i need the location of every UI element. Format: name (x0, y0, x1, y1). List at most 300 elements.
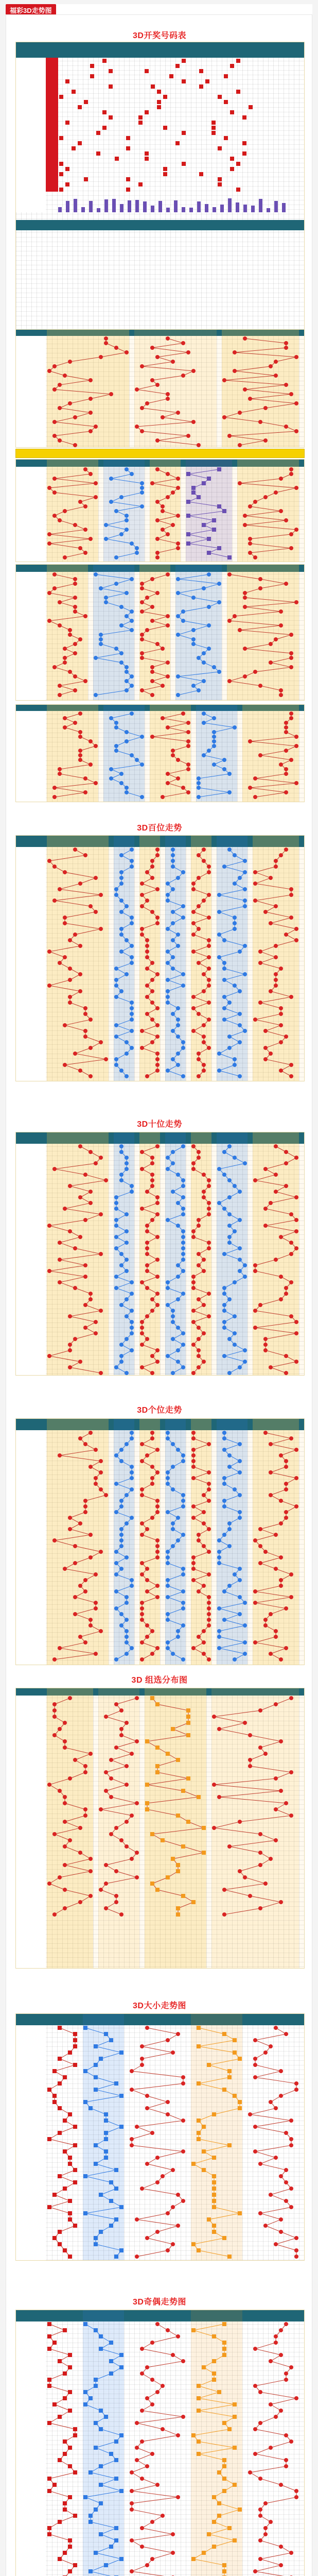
trend-mark (191, 1286, 196, 1290)
trend-mark (279, 2328, 283, 2332)
trend-mark (171, 2551, 175, 2555)
trend-mark (284, 721, 288, 725)
trend-mark (171, 910, 175, 914)
trend-mark (155, 1201, 160, 1205)
trend-mark (253, 2063, 257, 2067)
trend-mark (119, 1912, 123, 1917)
trend-mark (150, 1178, 154, 1182)
trend-mark (279, 2353, 283, 2357)
draw-mark (145, 151, 149, 156)
trend-mark (202, 586, 206, 590)
trend-mark (233, 1063, 237, 1067)
trend-mark (284, 1286, 288, 1290)
trend-mark (181, 2081, 185, 2086)
frequency-bar (182, 207, 185, 212)
trend-mark (284, 2458, 288, 2462)
trend-mark (253, 2038, 257, 2042)
trend-mark (99, 1470, 103, 1475)
size-chart (16, 2014, 305, 2261)
trend-mark (150, 2378, 154, 2382)
trend-mark (171, 1320, 175, 1324)
trend-mark (145, 1807, 149, 1811)
trend-mark (233, 853, 237, 857)
trend-mark (47, 2347, 51, 2351)
trend-mark (140, 429, 144, 433)
trend-mark (294, 2088, 298, 2092)
trend-mark (227, 1521, 232, 1526)
trend-mark (207, 1601, 211, 1605)
trend-mark (130, 961, 134, 965)
trend-mark (150, 1371, 154, 1375)
trend-mark (140, 586, 144, 590)
trend-mark (58, 383, 62, 387)
trend-mark (161, 2514, 165, 2518)
trend-mark (274, 859, 278, 863)
trend-mark (166, 1470, 170, 1475)
trend-mark (207, 978, 211, 982)
trend-mark (140, 1365, 144, 1369)
trend-mark (289, 1770, 293, 1774)
trend-mark (63, 2551, 67, 2555)
trend-mark (155, 1292, 160, 1296)
zone-band (217, 836, 248, 1081)
trend-mark (253, 555, 257, 560)
trend-mark (197, 2452, 201, 2456)
trend-mark (248, 2112, 252, 2116)
trend-mark (238, 1869, 242, 1873)
trend-mark (238, 1258, 242, 1262)
trend-mark (161, 528, 165, 532)
trend-mark (130, 1331, 134, 1335)
trend-mark (191, 1029, 196, 1033)
trend-mark (238, 1365, 242, 1369)
trend-mark (109, 2180, 113, 2184)
trend-mark (181, 1343, 185, 1347)
trend-mark (202, 1258, 206, 1262)
trend-mark (73, 2514, 77, 2518)
trend-mark (253, 776, 257, 781)
trend-mark (207, 1527, 211, 1531)
trend-mark (47, 2477, 51, 2481)
trend-mark (58, 2057, 62, 2061)
trend-mark (89, 2569, 93, 2573)
trend-mark (212, 2156, 216, 2160)
trend-mark (222, 938, 226, 942)
trend-mark (166, 899, 170, 903)
trend-mark (125, 688, 129, 692)
trend-mark (197, 1354, 201, 1358)
trend-mark (135, 2125, 139, 2129)
trend-mark (68, 2217, 72, 2222)
trend-mark (114, 749, 118, 753)
trend-mark (58, 600, 62, 604)
trend-mark (227, 1178, 232, 1182)
trend-mark (181, 786, 185, 790)
trend-mark (176, 944, 180, 948)
trend-mark (222, 995, 226, 999)
draw-mark (205, 79, 209, 83)
trend-mark (176, 2334, 180, 2338)
trend-mark (248, 397, 252, 401)
trend-mark (284, 518, 288, 522)
trend-mark (191, 1459, 196, 1463)
draw-mark (218, 95, 222, 99)
trend-mark (263, 1057, 268, 1061)
trend-mark (161, 2384, 165, 2388)
trend-mark (52, 586, 57, 590)
trend-mark (104, 1715, 108, 1719)
trend-mark (191, 1516, 196, 1520)
frequency-bar (166, 208, 170, 212)
trend-mark (181, 1229, 185, 1233)
trend-mark (212, 730, 216, 734)
trend-mark (294, 1218, 298, 1222)
trend-mark (114, 2477, 118, 2481)
trend-mark (135, 2217, 139, 2222)
trend-mark (119, 933, 123, 937)
trend-mark (207, 1314, 211, 1318)
draw-mark (115, 157, 119, 161)
trend-mark (135, 2458, 139, 2462)
draw-mark (84, 100, 88, 104)
trend-mark (68, 1776, 72, 1781)
trend-mark (155, 1360, 160, 1364)
trend-mark (68, 2211, 72, 2215)
trend-mark (181, 2415, 185, 2419)
trend-mark (202, 651, 206, 655)
trend-mark (243, 591, 247, 595)
trend-mark (125, 1052, 129, 1056)
trend-mark (73, 2168, 77, 2172)
trend-mark (135, 1739, 139, 1743)
trend-mark (186, 541, 190, 546)
trend-mark (47, 2532, 51, 2536)
trend-mark (155, 1069, 160, 1073)
trend-mark (63, 555, 67, 560)
trend-mark (125, 1629, 129, 1633)
trend-mark (83, 1218, 87, 1222)
draw-mark (84, 177, 88, 181)
trend-mark (135, 1875, 139, 1879)
trend-mark (284, 1150, 288, 1154)
trend-mark (238, 1470, 242, 1475)
trend-mark (155, 1035, 160, 1039)
trend-mark (63, 1745, 67, 1750)
trend-mark (186, 1721, 190, 1725)
trend-mark (222, 1286, 226, 1290)
trend-mark (181, 1589, 185, 1594)
trend-mark (202, 1035, 206, 1039)
trend-mark (104, 537, 108, 541)
trend-mark (176, 633, 180, 637)
trend-mark (263, 1431, 268, 1435)
trend-mark (222, 2032, 226, 2036)
trend-mark (279, 623, 283, 628)
trend-mark (119, 2205, 123, 2209)
trend-mark (222, 2563, 226, 2567)
trend-mark (119, 1448, 123, 1452)
trend-mark (269, 2359, 273, 2363)
trend-mark (47, 369, 51, 373)
trend-mark (58, 2557, 62, 2561)
trend-chart-4 (16, 705, 305, 802)
trend-mark (176, 541, 180, 546)
trend-mark (202, 848, 206, 852)
trend-mark (47, 859, 51, 863)
trend-mark (63, 1906, 67, 1910)
trend-mark (104, 523, 108, 527)
trend-mark (202, 1331, 206, 1335)
zone-band (253, 1419, 299, 1665)
trend-mark (140, 486, 144, 490)
trend-mark (294, 2248, 298, 2252)
frequency-bar (213, 207, 216, 212)
trend-mark (217, 1167, 221, 1171)
trend-mark (125, 1074, 129, 1078)
trend-mark (284, 1646, 288, 1650)
trend-mark (253, 899, 257, 903)
trend-mark (258, 1906, 262, 1910)
trend-mark (155, 1052, 160, 1056)
trend-mark (248, 1758, 252, 1762)
trend-mark (145, 938, 149, 942)
trend-mark (140, 2187, 144, 2191)
trend-mark (83, 1499, 87, 1503)
trend-mark (243, 1029, 247, 1033)
draw-mark (78, 105, 82, 109)
trend-mark (52, 2483, 57, 2487)
zone-band (196, 705, 237, 802)
trend-mark (114, 1894, 118, 1898)
draw-mark (236, 162, 240, 166)
trend-mark (155, 383, 160, 387)
trend-mark (140, 1150, 144, 1154)
trend-mark (83, 1814, 87, 1818)
trend-mark (94, 2384, 98, 2388)
trend-mark (207, 1442, 211, 1446)
trend-mark (140, 651, 144, 655)
trend-mark (176, 933, 180, 937)
trend-mark (109, 1776, 113, 1781)
trend-mark (253, 2427, 257, 2431)
trend-mark (94, 2236, 98, 2240)
trend-mark (212, 2180, 216, 2184)
trend-mark (83, 1303, 87, 1307)
trend-mark (119, 1263, 123, 1267)
trend-mark (68, 2464, 72, 2468)
trend-mark (197, 495, 201, 499)
trend-mark (145, 1286, 149, 1290)
trend-mark (284, 346, 288, 350)
trend-mark (171, 2205, 175, 2209)
trend-mark (78, 972, 82, 976)
trend-mark (130, 1814, 134, 1818)
trend-mark (145, 1623, 149, 1628)
trend-mark (63, 1820, 67, 1824)
trend-mark (58, 2242, 62, 2246)
trend-mark (191, 1555, 196, 1560)
trend-mark (114, 1207, 118, 1211)
trend-mark (176, 693, 180, 697)
trend-mark (114, 1063, 118, 1067)
trend-mark (125, 514, 129, 518)
trend-mark (47, 591, 51, 595)
trend-mark (94, 1601, 98, 1605)
trend-mark (89, 1533, 93, 1537)
trend-mark (191, 2433, 196, 2437)
trend-mark (114, 1510, 118, 1514)
trend-mark (202, 679, 206, 683)
trend-mark (99, 893, 103, 897)
trend-mark (289, 1280, 293, 1284)
trend-mark (233, 1487, 237, 1492)
trend-mark (150, 577, 154, 581)
draw-mark (109, 84, 113, 89)
trend-mark (114, 1657, 118, 1662)
trend-mark (181, 1606, 185, 1611)
trend-mark (294, 1331, 298, 1335)
trend-mark (289, 2119, 293, 2123)
trend-mark (269, 1857, 273, 1861)
trend-mark (155, 1544, 160, 1548)
trend-mark (207, 1470, 211, 1475)
trend-mark (52, 2100, 57, 2104)
trend-mark (253, 500, 257, 504)
trend-mark (135, 387, 139, 392)
trend-mark (58, 2359, 62, 2363)
trend-mark (73, 1052, 77, 1056)
trend-mark (52, 2402, 57, 2406)
trend-mark (68, 938, 72, 942)
trend-mark (89, 1201, 93, 1205)
trend-mark (83, 1275, 87, 1279)
trend-mark (279, 1900, 283, 1904)
trend-mark (222, 1618, 226, 1622)
trend-mark (94, 910, 98, 914)
trend-mark (130, 1280, 134, 1284)
trend-mark (166, 1476, 170, 1480)
stats-bar-1 (15, 449, 305, 458)
trend-mark (181, 916, 185, 920)
issue-column-band (16, 1430, 46, 1665)
trend-mark (233, 2038, 237, 2042)
trend-mark (222, 1448, 226, 1452)
trend-mark (104, 336, 108, 341)
trend-mark (197, 2131, 201, 2135)
trend-mark (119, 899, 123, 903)
trend-mark (253, 1538, 257, 1543)
trend-mark (238, 876, 242, 880)
trend-mark (130, 711, 134, 716)
trend-mark (289, 1572, 293, 1577)
trend-mark (227, 1544, 232, 1548)
trend-mark (155, 1770, 160, 1774)
trend-mark (130, 859, 134, 863)
trend-mark (125, 1040, 129, 1044)
trend-mark (47, 1783, 51, 1787)
trend-mark (99, 1212, 103, 1216)
trend-mark (222, 1292, 226, 1296)
trend-mark (94, 2421, 98, 2425)
trend-mark (114, 1365, 118, 1369)
trend-mark (191, 642, 196, 646)
trend-mark (161, 509, 165, 513)
trend-mark (109, 392, 113, 396)
trend-mark (114, 2081, 118, 2086)
trend-mark (197, 688, 201, 692)
trend-mark (202, 859, 206, 863)
trend-mark (176, 876, 180, 880)
trend-mark (73, 443, 77, 447)
trend-mark (130, 1752, 134, 1756)
trend-mark (89, 2520, 93, 2524)
trend-mark (284, 749, 288, 753)
trend-mark (99, 2483, 103, 2487)
trend-mark (233, 2050, 237, 2055)
trend-mark (253, 2149, 257, 2154)
trend-mark (125, 1212, 129, 1216)
trend-mark (279, 2069, 283, 2073)
trend-mark (150, 1218, 154, 1222)
trend-mark (130, 955, 134, 959)
trend-mark (68, 2255, 72, 2259)
trend-mark (171, 1337, 175, 1341)
trend-mark (78, 711, 82, 716)
trend-mark (217, 2514, 221, 2518)
trend-mark (150, 1696, 154, 1700)
trend-mark (191, 1167, 196, 1171)
issue-column-band (16, 336, 46, 448)
trend-mark (191, 1436, 196, 1440)
trend-mark (171, 749, 175, 753)
trend-mark (243, 944, 247, 948)
trend-mark (140, 1601, 144, 1605)
trend-mark (207, 1487, 211, 1492)
trend-mark (58, 1258, 62, 1262)
trend-mark (222, 758, 226, 762)
trend-mark (150, 481, 154, 485)
trend-mark (243, 1348, 247, 1352)
draw-mark (199, 69, 203, 73)
trend-mark (222, 1326, 226, 1330)
trend-mark (284, 2131, 288, 2135)
trend-mark (181, 2149, 185, 2154)
trend-mark (279, 1235, 283, 1239)
trend-mark (145, 1012, 149, 1016)
draw-mark (157, 90, 161, 94)
trend-mark (130, 1465, 134, 1469)
frequency-bar (267, 208, 270, 212)
trend-mark (186, 514, 190, 518)
trend-mark (191, 637, 196, 641)
trend-mark (202, 753, 206, 757)
trend-mark (227, 2526, 232, 2530)
trend-mark (191, 628, 196, 632)
trend-mark (145, 995, 149, 999)
trend-mark (202, 2149, 206, 2154)
trend-mark (47, 2489, 51, 2493)
trend-mark (294, 1156, 298, 1160)
trend-mark (227, 790, 232, 794)
frequency-bar (151, 206, 154, 212)
trend-mark (89, 1150, 93, 1154)
trend-mark (233, 1229, 237, 1233)
trend-mark (119, 1178, 123, 1182)
trend-mark (130, 609, 134, 614)
trend-mark (99, 1252, 103, 1256)
trend-mark (150, 1516, 154, 1520)
trend-mark (191, 1448, 196, 1452)
